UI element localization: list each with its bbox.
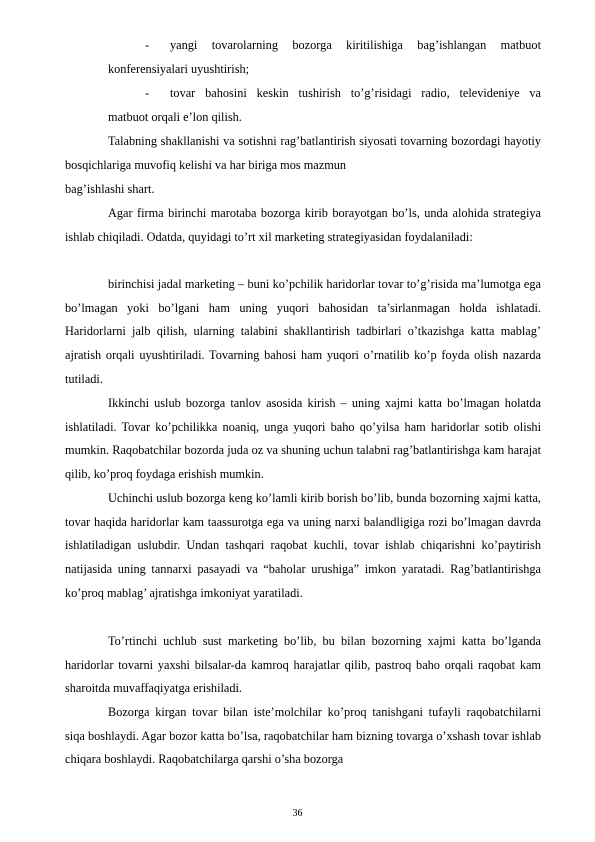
paragraph: To’rtinchi uchlub sust marketing bo’lib, bu bilan bozorning xajmi katta bo’lganda haridorlar tovarni yaxshi bilsalar-da kamroq harajatlar qilib, pastroq baho orqali raqobat kam sharoitda muvaffaqiyatga erishiladi. [65, 634, 541, 696]
bullet-dash: - [145, 38, 150, 52]
paragraph: Talabning shakllanishi va sotishni rag’batlantirish siyosati tovarning bozordagi hayotiy bosqichlariga muvofiq kelishi va har biriga mos mazmun [65, 134, 541, 172]
bullet-text-continuation: konferensiyalari uyushtirish; [108, 62, 250, 76]
paragraph: Bozorga kirgan tovar bilan iste’molchilar ko’proq tanishgani tufayli raqobatchilarni siqa boshlaydi. Agar bozor katta bo’lsa, raqobatchilar ham bizning tovarga o’xshash tovar ishlab chiqara boshlaydi. Raqobatchilarga qarshi o’sha bozorga [65, 705, 541, 767]
page-number: 36 [292, 808, 303, 819]
bullet-text-line: tovar bahosini keskin tushirish to’g’risidagi radio, televideniye va [170, 86, 541, 100]
bullet-dash: - [145, 86, 150, 100]
paragraph: Uchinchi uslub bozorga keng ko’lamli kirib borish bo’lib, bunda bozorning xajmi katta, tovar haqida haridorlar kam taassurotga ega va uning narxi balandligiga rozi bo’lmagan davrda ishlatiladigan uslubdir. Undan tashqari raqobat kuchli, tovar ishlab chiqarishni ko’paytirish natijasida uning tannarxi pasayadi va “baholar urushiga” imkon yaratadi. Rag’batlantirishga ko’proq mablag’ ajratishga imkoniyat yaratiladi. [65, 491, 541, 600]
paragraph: Ikkinchi uslub bozorga tanlov asosida kirish – uning xajmi katta bo’lmagan holatda ishlatiladi. Tovar ko’pchilikka noaniq, unga yuqori baho qo’yilsa ham haridorlar sotib olishi mumkin. Raqobatchilar bozorda juda oz va shuning uchun talabni rag’batlantirishga kam harajat qilib, ko’proq foydaga erishish mumkin. [65, 396, 541, 482]
paragraph-continuation: bag’ishlashi shart. [65, 182, 155, 196]
bullet-text-continuation: matbuot orqali e’lon qilish. [108, 110, 242, 124]
bullet-text-line: yangi tovarolarning bozorga kiritilishiga bag’ishlangan matbuot [170, 38, 541, 52]
paragraph: birinchisi jadal marketing – buni ko’pchilik haridorlar tovar to’g’risida ma’lumotga ega bo’lmagan yoki bo’lgani ham uning yuqori bahosidan ta’sirlanmagan holda ishlatadi. Haridorlarni jalb qilish, ularning talabini shakllantirish tadbirlari o’tkazishga katta mablag’ ajratish orqali uyushtiriladi. Tovarning bahosi ham yuqori o’rnatilib ko’p foyda olish nazarda tutiladi. [65, 277, 541, 386]
paragraph: Agar firma birinchi marotaba bozorga kirib borayotgan bo’ls, unda alohida strategiya ishlab chiqiladi. Odatda, quyidagi to’rt xil marketing strategiyasidan foydalaniladi: [65, 206, 541, 244]
